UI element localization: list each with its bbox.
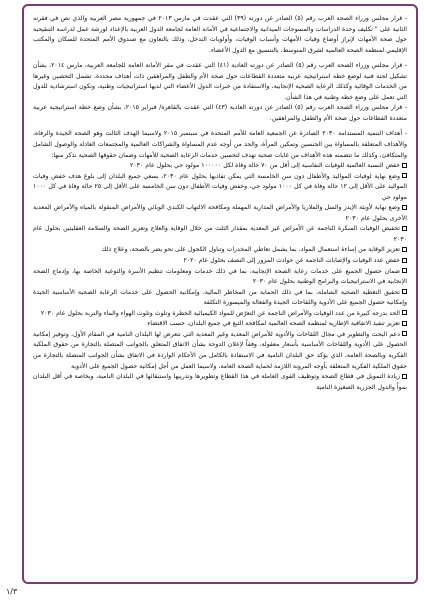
document-body (33, 14, 407, 393)
bullet-paragraph (33, 267, 407, 288)
bullet-paragraph (33, 256, 407, 267)
paragraph-text: تخفيض الوفيات المبكرة الناجمة عن الأمراض غير المعدية بمقدار الثلث من خلال الوقاية والعلاج وتعزيز الصحة والسلامة العقليتين بحلول عام ٢٠٣٠ (33, 225, 407, 243)
square-bullet-icon (402, 163, 407, 168)
paragraph-text: - أهداف التنمية المستدامة ٢٠٣٠ الصادرة عن الجمعية العامة للأمم المتحدة في سبتمبر ٢٠١٥ ولاسيما الهدف الثالث وهو الصحة الجيدة والرفاه، والأهداف المتعلقة بالمساواة بين الجنسين وتمكين المرأة، والحد من أوجه عدم المساواة والشراكات العالمية والمجتمعات العادلة والوصول الشامل والمتكافئ، وكذلك ما تتضمنه هذه الأهداف من غايات صحية تهدف لتحسين خدمات الرعاية الصحية للأمهات وضمان حقوقها الصحية نذكر منها: (33, 130, 407, 159)
square-bullet-icon (402, 247, 407, 252)
paragraph (33, 129, 407, 161)
bullet-paragraph (33, 309, 407, 320)
bullet-paragraph (33, 224, 407, 245)
page-frame (22, 4, 418, 584)
square-bullet-icon (402, 268, 407, 273)
bullet-paragraph (33, 172, 407, 204)
paragraph-text: تعزيز الوقاية من إساءة استعمال المواد، بما يشمل تعاطي المخدرات وتناول الكحول على نحو يضر بالصحة، وعلاج ذلك (101, 246, 400, 254)
square-bullet-icon (402, 374, 407, 379)
paragraph-text: - قرار مجلس وزراء الصحة العرب رقم (٥) الصادر عن دورته العادية (٤١) التي عقدت في مقر الأمانة العامة للجامعة العربية، مارس ٢٠١٤، بشأن تشكيل لجنة فنية لوضع خطة استراتيجية عربية متعددة القطاعات حول صحة الأم والطفل والمراهقين ذات أهداف محددة، تشمل التحصين وغيرها من الخدمات الوقائية وكذلك الرعاية الصحية الإنجابية، والاستفادة من خبرات الدول الأعضاء التي لديها استراتيجيات وطنية، وتكون استرشادية للدول التي تعمل على وضع خطة وطنية في هذا الشأن. (33, 62, 408, 101)
square-bullet-icon (402, 173, 407, 178)
bullet-paragraph (33, 161, 407, 172)
bullet-paragraph (33, 203, 407, 224)
paragraph (33, 14, 407, 56)
square-bullet-icon (402, 331, 407, 336)
bullet-paragraph (33, 319, 407, 330)
square-bullet-icon (402, 205, 407, 210)
paragraph-text: وضع نهاية لوفيات المواليد والأطفال دون سن الخامسة التي يمكن تفاديها بحلول عام ٢٠٣٠، بسعي جميع البلدان إلى بلوغ هدف خفض وفيات المواليد على الأقل إلى ١٢ حالة وفاة في كل ١٠٠٠ مولود حي، وخفض وفيات الأطفال دون سن الخامسة على الأقل إلى ٢٥ حالة وفاة في كل ١٠٠٠ مولود حي (33, 172, 407, 201)
bullet-paragraph (33, 245, 407, 256)
page-number: ١/٣ (6, 587, 18, 596)
square-bullet-icon (402, 258, 407, 263)
bullet-paragraph (33, 330, 407, 372)
paragraph-text: ضمان حصول الجميع على خدمات رعاية الصحة الإنجابية، بما في ذلك خدمات ومعلومات تنظيم الأسرة والتوعية الخاصة بها، وإدماج الصحة الإنجابية في الاستراتيجيات والبرامج الوطنية بحلول عام ٢٠٣٠ (33, 267, 407, 286)
paragraph-text: تعزيز تنفيذ الاتفاقية الإطارية لمنظمة الصحة العالمية لمكافحة التبغ في جميع البلدان، حسب الاقتضاء (147, 320, 400, 328)
paragraph-text: - قرار مجلس وزراء الصحة العرب رقم (٥) الصادر عن دورته (٣٩) التي عقدت في مارس ٢٠١٣ في جمهورية مصر العربية والذي نص في فقرته الثانية على " تكليف وحدة الدراسات والمسوحات الميدانية والاجتماعية في الأمانة العامة لجامعة الدول العربية بالإعداد لورشة عمل لدراسة التنقيحية حول صحة الأمهات لإبراز أوضاع وفيات الأمهات وأسباب الوفيات، وأولويات التدخل، وذلك بالتعاون مع صندوق الأمم المتحدة للسكان والمكتب الإقليمي لمنظمة الصحة العالمية لشرق المتوسط، بالتنسيق مع الدول الأعضاء. (33, 15, 407, 54)
paragraph-text: تحقيق التغطية الصحية الشاملة، بما في ذلك الحماية من المخاطر المالية، وإمكانية الحصول على خدمات الرعاية الصحية الأساسية الجيدة وإمكانية حصول الجميع على الأدوية واللقاحات الجيدة والفعالة والميسورة التكلفة (33, 288, 407, 307)
bullet-paragraph (33, 372, 407, 393)
paragraph (33, 103, 407, 124)
paragraph-text: - قرار مجلس وزراء الصحة العرب رقم (٥) الصادر عن دورته العادية (٤٣) التي عقدت بالقاهرة/ فبراير ٢٠١٥، بشأن وضع خطة استراتيجية عربية متعددة القطاعات حول صحة الأم والطفل والمراهقين. (33, 104, 407, 122)
paragraph-text: زيادة التمويل في قطاع الصحة وتوظيف القوى العاملة في هذا القطاع وتطويرها وتدريبها واستبقائها في البلدان النامية، وبخاصة في أقل البلدان نمواً والدول الجزرية الصغيرة النامية (33, 373, 407, 391)
paragraph (33, 61, 407, 103)
square-bullet-icon (402, 310, 407, 315)
paragraph-text: خفض عدد الوفيات والإصابات الناجمة عن حوادث المرور إلى النصف بحلول عام ٢٠٢٠ (183, 257, 400, 265)
square-bullet-icon (402, 226, 407, 231)
paragraph-text: خفض النسبة العالمية للوفيات النفاسية إلى أقل من ٧٠ حالة وفاة لكل ١٠٠٠٠٠ مولود حي بحلول عام ٢٠٣٠ (129, 162, 400, 170)
paragraph-text: الحد بدرجة كبيرة من عدد الوفيات والأمراض الناجمة عن التعرّض للمواد الكيميائية الخطرة وتلوث وتلوث الهواء والماء والتربة بحلول عام ٢٠٣٠ (40, 309, 400, 317)
square-bullet-icon (402, 289, 407, 294)
paragraph-text: وضع نهاية لأوبئة الإيدز والسل والملاريا والأمراض المدارية المهملة ومكافحة الالتهاب الكبدي الوبائي والأمراض المنقولة بالمياه والأمراض المعدية الأخرى بحلول عام ٢٠٣٠ (33, 204, 407, 222)
square-bullet-icon (402, 321, 407, 326)
bullet-paragraph (33, 288, 407, 309)
paragraph-text: دعم البحث والتطوير في مجال اللقاحات والأدوية للأمراض المعدية وغير المعدية التي تتعرض لها البلدان النامية في المقام الأول، وتوفير إمكانية الحصول على الأدوية واللقاحات الأساسية بأسعار معقولة، وفقاً لإعلان الدوحة بشأن الاتفاق المتعلق بالجوانب المتصلة بالتجارة من حقوق الملكية الفكرية وبالصحة العامة، الذي يؤكد حق البلدان النامية في الاستفادة بالكامل من الأحكام الواردة في الاتفاق بشأن الجوانب المتصلة بالتجارة من حقوق الملكية الفكرية المتعلقة بأوجه المرونة اللازمة لحماية الصحة العامة، ولاسيما العمل من أجل إمكانية حصول الجميع على الأدوية (33, 330, 407, 370)
